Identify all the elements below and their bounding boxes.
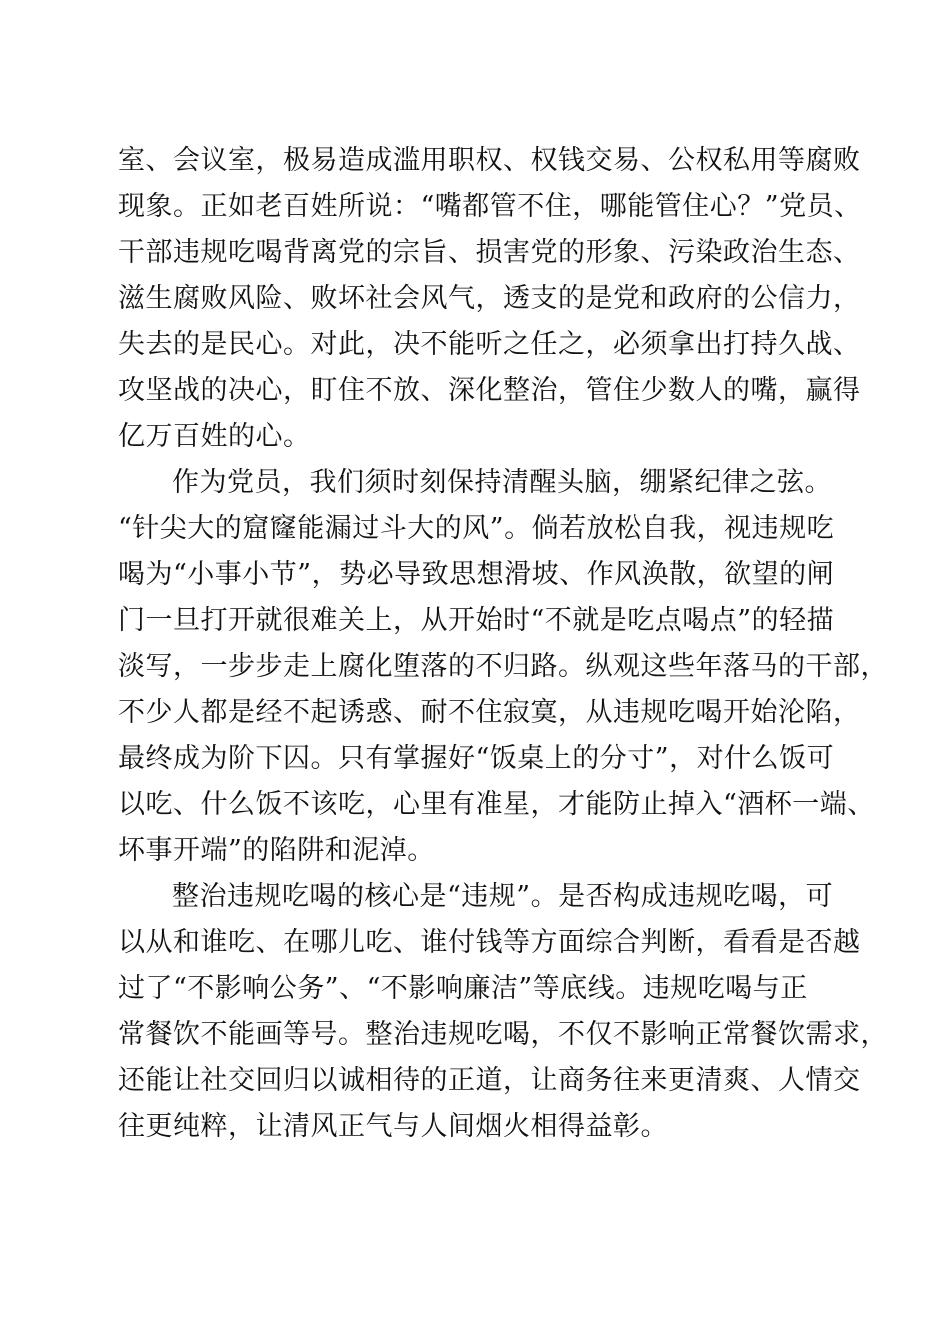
paragraph-1-line-1: 室、会议室，极易造成滥用职权、权钱交易、公权私用等腐败: [118, 145, 861, 176]
paragraph-3-line-3: 过了“不影响公务”、“不影响廉洁”等底线。违规吃喝与正: [118, 973, 808, 1004]
paragraph-3-line-6: 往更纯粹，让清风正气与人间烟火相得益彰。: [118, 1111, 668, 1142]
paragraph-1-line-7: 亿万百姓的心。: [118, 421, 311, 452]
paragraph-3-line-1: 整治违规吃喝的核心是“违规”。是否构成违规吃喝，可: [172, 881, 834, 912]
paragraph-1-line-6: 攻坚战的决心，盯住不放、深化整治，管住少数人的嘴，赢得: [118, 375, 861, 406]
paragraph-3-line-4: 常餐饮不能画等号。整治违规吃喝，不仅不影响正常餐饮需求，: [118, 1019, 888, 1050]
paragraph-2-line-7: 最终成为阶下囚。只有掌握好“饭桌上的分寸”，对什么饭可: [118, 743, 835, 774]
paragraph-1-line-5: 失去的是民心。对此，决不能听之任之，必须拿出打持久战、: [118, 329, 861, 360]
paragraph-1-line-4: 滋生腐败风险、败坏社会风气，透支的是党和政府的公信力，: [118, 283, 861, 314]
paragraph-2-line-6: 不少人都是经不起诱惑、耐不住寂寞，从违规吃喝开始沦陷，: [118, 697, 861, 728]
paragraph-2-line-4: 门一旦打开就很难关上，从开始时“不就是吃点喝点”的轻描: [118, 605, 835, 636]
paragraph-1-line-2: 现象。正如老百姓所说：“嘴都管不住，哪能管住心？”党员、: [118, 191, 862, 222]
paragraph-2-line-3: 喝为“小事小节”，势必导致思想滑坡、作风涣散，欲望的闸: [118, 559, 835, 590]
document-body: [118, 138, 888, 1150]
paragraph-3-line-2: 以从和谁吃、在哪儿吃、谁付钱等方面综合判断，看看是否越: [118, 927, 861, 958]
paragraph-3-line-5: 还能让社交回归以诚相待的正道，让商务往来更清爽、人情交: [118, 1065, 861, 1096]
paragraph-2-line-1: 作为党员，我们须时刻保持清醒头脑，绷紧纪律之弦。: [172, 467, 832, 498]
paragraph-2-line-9: 坏事开端”的陷阱和泥淖。: [118, 835, 435, 866]
paragraph-2-line-8: 以吃、什么饭不该吃，心里有准星，才能防止掉入“酒杯一端、: [118, 789, 875, 820]
paragraph-2-line-2: “针尖大的窟窿能漏过斗大的风”。倘若放松自我，视违规吃: [118, 513, 835, 544]
paragraph-1-line-3: 干部违规吃喝背离党的宗旨、损害党的形象、污染政治生态、: [118, 237, 861, 268]
paragraph-2-line-5: 淡写，一步步走上腐化堕落的不归路。纵观这些年落马的干部，: [118, 651, 888, 682]
